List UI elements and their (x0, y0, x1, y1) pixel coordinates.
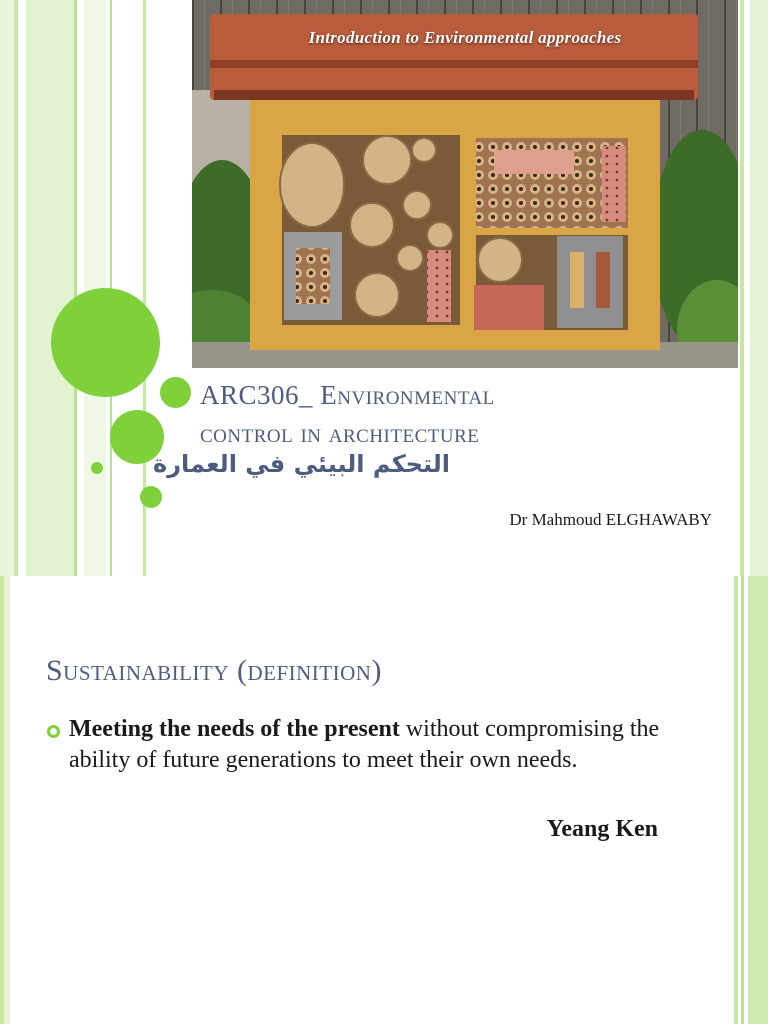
insect-hotel-illustration (192, 0, 738, 368)
right-stripe-decoration (748, 576, 768, 1024)
right-stripe-decoration (734, 576, 738, 1024)
left-stripe-decoration (26, 0, 74, 576)
slide-title-arabic: التحكم البيئي في العمارة (153, 450, 450, 478)
definition-text (69, 714, 689, 776)
slide-heading: Sustainability (definition) (46, 654, 382, 687)
slide-title (200, 376, 740, 452)
green-circle-decoration (160, 377, 191, 408)
left-stripe-decoration (74, 0, 77, 576)
right-stripe-decoration (750, 0, 768, 576)
right-stripe-decoration (741, 576, 744, 1024)
definition-slide (0, 576, 768, 1024)
quote-attribution: Yeang Ken (546, 816, 658, 842)
photo-caption: Introduction to Environmental approaches (308, 28, 622, 47)
green-circle-decoration (140, 486, 162, 508)
insect-hotel-photo (192, 0, 738, 368)
ring-bullet-icon (47, 725, 60, 738)
definition-bold-text: Meeting the needs of the present (69, 716, 400, 742)
left-stripe-decoration (14, 0, 18, 576)
author-name: Dr Mahmoud ELGHAWABY (509, 510, 712, 529)
left-stripe-decoration (0, 0, 14, 576)
slide-title-line-1: ARC306_ Environmental (200, 380, 495, 410)
green-circle-decoration (91, 462, 103, 474)
slide-title-line-2: control in architecture (200, 418, 480, 448)
definition-rest-text: without compromising the ability of future generations to meet their own needs. (69, 716, 660, 773)
right-stripe-decoration (740, 0, 744, 576)
green-circle-decoration (51, 288, 160, 397)
left-stripe-decoration (4, 576, 10, 1024)
